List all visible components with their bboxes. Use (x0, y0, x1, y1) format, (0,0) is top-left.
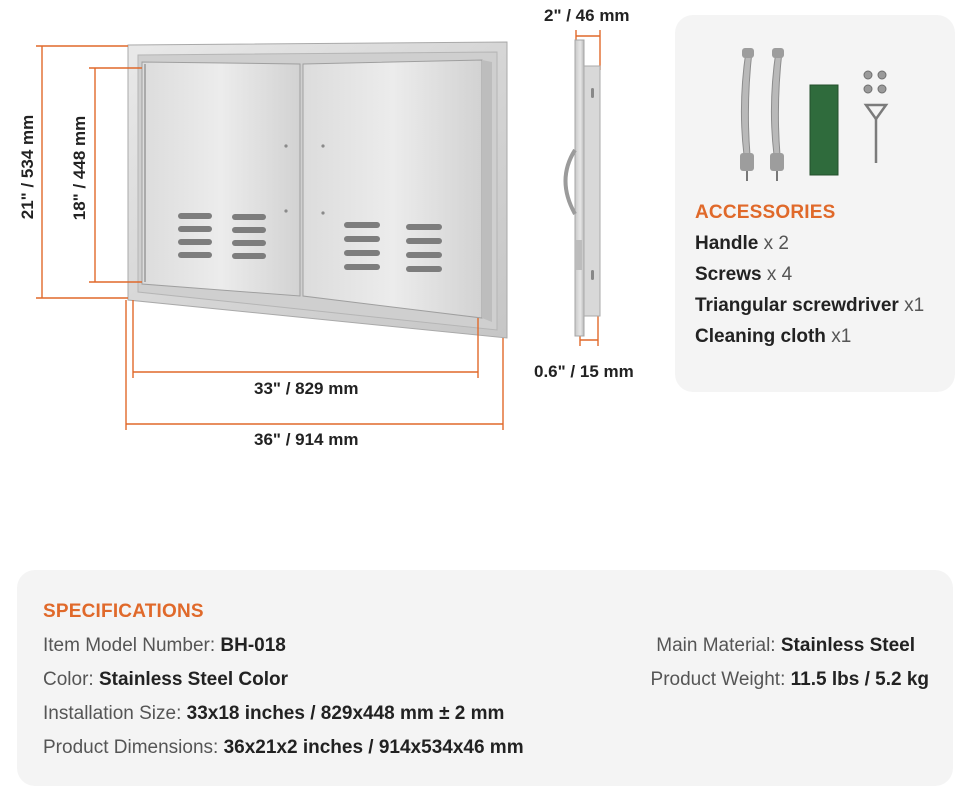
spec-product-dimensions: Product Dimensions: 36x21x2 inches / 914x534x46 mm (43, 737, 524, 758)
handle-icon (740, 48, 754, 181)
depth-label: 2" / 46 mm (544, 6, 630, 25)
screwdriver-icon (866, 105, 886, 163)
flange-label: 0.6" / 15 mm (534, 362, 634, 381)
spec-color: Color: Stainless Steel Color (43, 669, 288, 690)
accessory-item: Triangular screwdriver x1 (695, 295, 925, 316)
accessory-item: Cleaning cloth x1 (695, 326, 852, 347)
accessories-card (675, 15, 955, 392)
accessories-title: ACCESSORIES (695, 202, 836, 223)
spec-product-weight: Product Weight: 11.5 lbs / 5.2 kg (650, 669, 929, 690)
accessories-image (730, 45, 910, 195)
handle-icon (770, 48, 784, 181)
specifications-card (17, 570, 953, 786)
total-width-label: 36" / 914 mm (254, 430, 359, 449)
cleaning-cloth-icon (810, 85, 838, 175)
accessory-item: Screws x 4 (695, 264, 793, 285)
spec-model-number: Item Model Number: BH-018 (43, 635, 286, 656)
specifications-title: SPECIFICATIONS (43, 601, 204, 622)
total-height-label: 21" / 534 mm (18, 114, 37, 220)
inner-height-label: 18" / 448 mm (70, 115, 89, 221)
screws-icon (864, 71, 886, 93)
inner-width-label: 33" / 829 mm (254, 379, 359, 398)
spec-main-material: Main Material: Stainless Steel (656, 635, 915, 656)
door-side-view (540, 0, 660, 380)
accessory-item: Handle x 2 (695, 233, 789, 254)
spec-installation-size: Installation Size: 33x18 inches / 829x448 mm ± 2 mm (43, 703, 505, 724)
